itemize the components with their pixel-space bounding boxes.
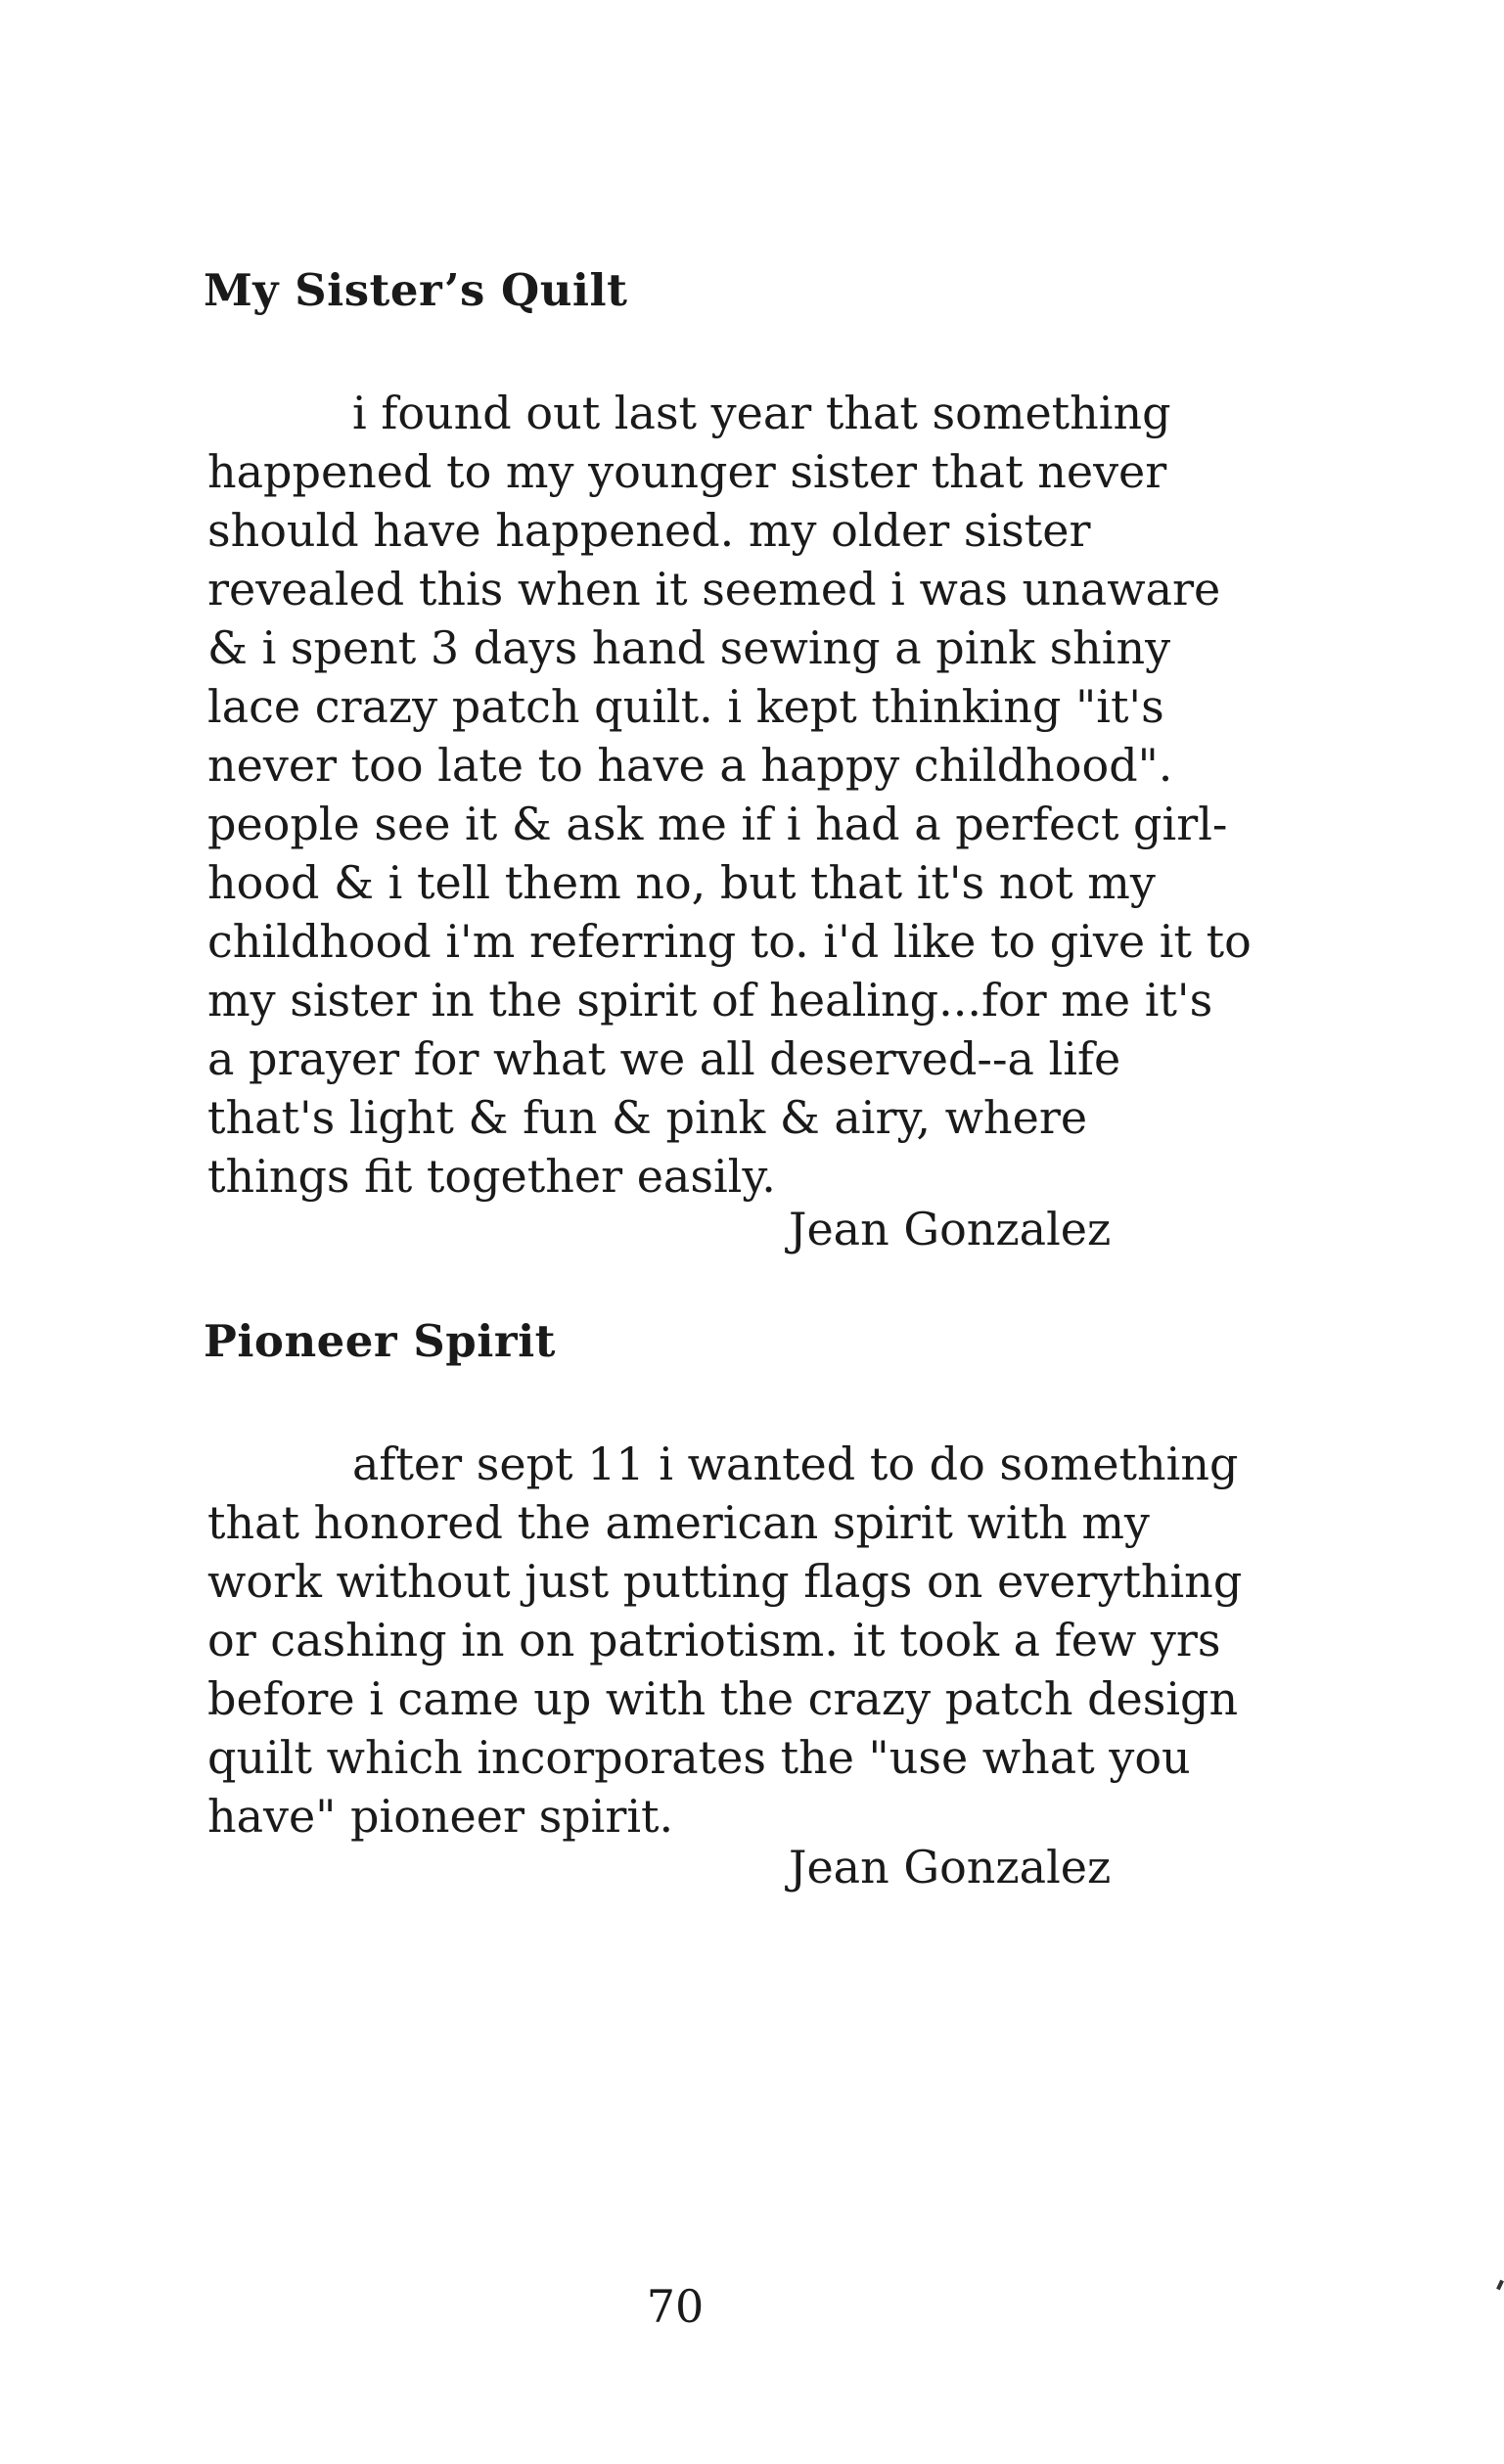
essay-line: people see it & ask me if i had a perfect girl-: [207, 798, 1228, 850]
essay-line: after sept 11 i wanted to do something: [352, 1437, 1239, 1490]
author-signature: Jean Gonzalez: [789, 1203, 1112, 1255]
essay-line: have" pioneer spirit.: [207, 1790, 674, 1843]
essay-line: before i came up with the crazy patch design: [207, 1672, 1239, 1725]
page-number: 70: [646, 2280, 705, 2333]
essay-line: lace crazy patch quilt. i kept thinking "it's: [207, 680, 1164, 733]
essay-body: [207, 384, 1252, 1206]
essay-line: or cashing in on patriotism. it took a few yrs: [207, 1614, 1221, 1666]
scan-mark: [1496, 2280, 1504, 2291]
section-title: Pioneer Spirit: [204, 1315, 556, 1367]
essay-line: revealed this when it seemed i was unaware: [207, 563, 1221, 616]
essay-line: childhood i'm referring to. i'd like to give it to: [207, 915, 1252, 968]
essay-line: should have happened. my older sister: [207, 504, 1091, 557]
essay-line: work without just putting flags on everything: [207, 1555, 1243, 1608]
essay-line: happened to my younger sister that never: [207, 445, 1167, 498]
author-signature: Jean Gonzalez: [789, 1841, 1112, 1894]
essay-line: i found out last year that something: [352, 387, 1171, 439]
essay-line: a prayer for what we all deserved--a life: [207, 1032, 1121, 1085]
essay-line: quilt which incorporates the "use what you: [207, 1731, 1191, 1784]
essay-line: & i spent 3 days hand sewing a pink shiny: [207, 621, 1171, 674]
essay-body: [207, 1435, 1242, 1846]
essay-line: things fit together easily.: [207, 1150, 776, 1203]
essay-line: hood & i tell them no, but that it's not my: [207, 856, 1156, 909]
section-title: My Sister’s Quilt: [204, 264, 628, 316]
essay-line: that honored the american spirit with my: [207, 1496, 1150, 1549]
essay-line: my sister in the spirit of healing...for me it's: [207, 974, 1213, 1027]
essay-line: never too late to have a happy childhood".: [207, 739, 1173, 792]
essay-line: that's light & fun & pink & airy, where: [207, 1091, 1088, 1144]
